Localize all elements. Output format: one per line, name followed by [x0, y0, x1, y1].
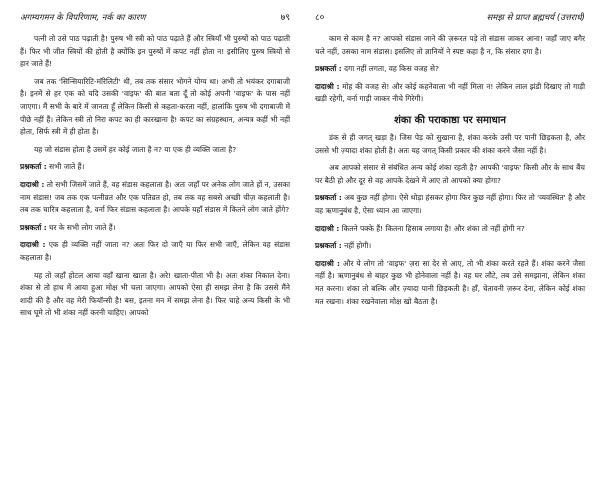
- speaker-label: प्रश्नकर्ता :: [315, 241, 342, 251]
- paragraph-text: यह जो संडास होता है उसमें हर कोई जाता है न? या एक ही व्यक्ति जाता है?: [34, 144, 237, 154]
- paragraph: [315, 132, 585, 157]
- paragraph-text: सभी जाते हैं।: [49, 162, 85, 172]
- paragraph: [20, 222, 290, 235]
- paragraph-text: कितने पक्के हैं! कितना हिसाब लगाया है! और शंका तो नहीं होगी न?: [341, 223, 525, 233]
- speaker-label: दादाश्री :: [20, 179, 45, 189]
- right-page-body-after: [315, 132, 585, 308]
- paragraph-text: यह तो जहाँ होटल आया वहाँ खाना खाता है। अरे! खाता-पीता भी है। अतः शंका निकाल देना। शंका से तो हाथ में आया हुआ मोक्ष भी चला जाएगा। आपको ऐसा ही समझ लेना है कि उससे मैंने शादी की है और वह मेरी फियॉन्सी है! बस, इतना मन में समझ लेना है। फिर चाहे अन्य किसी के भी साथ घूमे तो भी शंका नहीं करनी चाहिए। आपको: [20, 270, 290, 318]
- paragraph: [20, 144, 290, 157]
- speaker-label: दादाश्री :: [315, 81, 340, 91]
- paragraph: [315, 240, 585, 253]
- paragraph: [20, 270, 290, 320]
- right-page-number: ८०: [315, 13, 325, 23]
- paragraph-text: अब आपको संसार से संबंधित अन्य कोई शंका रहती है? आपकी 'वाइफ' किसी और के साथ बैंच पर बैठी हो और दूर से वह आपके देखने में आए तो आपको क्या होगा?: [315, 163, 585, 185]
- left-page-body: [20, 33, 290, 320]
- paragraph: [20, 179, 290, 217]
- section-heading: शंका की पराकाष्ठा पर समाधान: [394, 114, 506, 126]
- paragraph-text: एक ही व्यक्ति नहीं जाता न? अतः फिर दो जाएँ या फिर सभी जाएँ, लेकिन वह संडास कहलाता है।: [20, 240, 290, 262]
- right-page-running-title: समझ से प्राप्त ब्रह्मचर्य (उत्तरार्ध): [486, 13, 585, 23]
- paragraph: [315, 162, 585, 187]
- paragraph-text: नहीं होगी।: [344, 241, 372, 251]
- paragraph-text: पत्नी तो उसे पाठ पढ़ाती है! पुरुष भी स्त्री को पाठ पढ़ाते हैं और स्त्रियाँ भी पुरुषों को पाठ पढ़ाती हैं। फिर भी जीत स्त्रियों की होती है क्योंकि इन पुरुषों में कपट नहीं होता न! इसीलिए पुरुष स्त्रियों से हार जाते हैं!: [20, 34, 290, 69]
- paragraph: [20, 33, 290, 71]
- paragraph-text: तो सभी जिसमें जाते हैं, वह संडास कहलाता है। अतः जहाँ पर अनेक लोग जाते हों न, उसका नाम संडास! जब तक एक पत्नीव्रत और एक पतिव्रत हो, तब तक वह सबसे अच्छी चीज़ कहलाती है। तब तक चारित्र कहलाता है, वर्ना फिर संडास कहलाता है। आपके यहाँ संडास में कितने लोग जाते होंगे?: [20, 179, 290, 215]
- paragraph: [20, 239, 290, 264]
- left-page-running-title: अगम्यगमन के विपरिणाम, नर्क का कारण: [20, 13, 146, 23]
- paragraph: [20, 161, 290, 174]
- right-page-header: [315, 10, 585, 23]
- paragraph-text: दगा नहीं लगता, वह किस वजह से?: [344, 64, 439, 74]
- left-page-header: [20, 10, 290, 23]
- paragraph-text: डंक से ही जगत् खड़ा है। जिस पेड़ को सुखाना है, शंका करके उसी पर पानी छिड़कता है, और उससे भी ज़्यादा शंका होती है। अतः यह जगत् किसी प्रकार की शंका करने जैसा नहीं है।: [315, 132, 585, 155]
- speaker-label: दादाश्री :: [315, 223, 340, 233]
- paragraph: [315, 81, 585, 106]
- paragraph: [315, 192, 585, 217]
- paragraph: [20, 76, 290, 139]
- paragraph: [315, 223, 585, 236]
- paragraph-text: मोह की वजह से! और कोई कहनेवाला भी नहीं मिला न! लेकिन लाल झंडी दिखाए तो गाड़ी खड़ी रहेगी, वर्ना गाड़ी जाकर नीचे गिरेगी।: [315, 81, 585, 104]
- speaker-label: दादाश्री :: [315, 258, 340, 268]
- paragraph-text: घर के सभी लोग जाते हैं।: [49, 222, 116, 232]
- left-page: [20, 10, 290, 325]
- right-page-body-before: [315, 33, 585, 106]
- speaker-label: प्रश्नकर्ता :: [315, 193, 342, 203]
- speaker-label: प्रश्नकर्ता :: [20, 222, 47, 232]
- right-page: [315, 10, 585, 313]
- left-page-number: ७९: [280, 13, 290, 23]
- speaker-label: प्रश्नकर्ता :: [20, 162, 47, 172]
- paragraph-text: अब कुछ नहीं होगा। ऐसे थोड़ा हंसकर होगा फिर कुछ नहीं होगा। फिर तो 'व्यवस्थित' है और वह ऋणानुबंध है, ऐसा ध्यान आ जाएगा।: [315, 193, 585, 215]
- paragraph-text: जब तक 'सिन्सियारिटि-मॉरेलिटी' थी, तब तक संसार भोगने योग्य था। अभी तो भयंकर दगाबाजी है। इनमें से हर एक को यदि उसकी 'वाइफ' की बात बता दूँ तो कोई अपनी 'वाइफ' के पास नहीं जाएगा। मैं सभी के बारे में जानता हूँ लेकिन किसी से कहता-करता नहीं, हालांकि पुरुष भी दगाबाजी में पीछे नहीं हैं। लेकिन स्त्री तो निरा कपट का ही कारखाना है! कपट का संग्रहस्थान, अन्यत्र कहीं भी नहीं होता, सिर्फ स्त्री में ही होता है।: [20, 76, 290, 137]
- paragraph: [315, 63, 585, 76]
- paragraph-text: और ये लोग तो 'वाइफ' ज़रा सा देर से आए, तो भी शंका करते रहते हैं। शंका करने जैसा नहीं है। ऋणानुबंध से बाहर कुछ भी होनेवाला नहीं है। वह घर लौटे, तब उसे समझाना, लेकिन शंका मत करना। शंका तो बल्कि और ज़्यादा पानी छिड़कती है। हाँ, चेतावनी ज़रूर देना, लेकिन कोई शंका मत रखना। शंका रखनेवाला मोक्ष खो बैठता है।: [315, 258, 586, 306]
- paragraph: [315, 33, 585, 58]
- paragraph: [315, 258, 585, 308]
- speaker-label: दादाश्री :: [20, 240, 46, 250]
- speaker-label: प्रश्नकर्ता :: [315, 64, 342, 74]
- paragraph-text: काम से काम है न? आपको संडास जाने की ज़रूरत पड़े तो संडास जाकर आना! जहाँ जाए बगैर चले नहीं, उसका नाम संडास। इसलिए तो ज्ञानियों ने स्पष्ट कहा है न, कि संसार दगा है।: [315, 34, 585, 56]
